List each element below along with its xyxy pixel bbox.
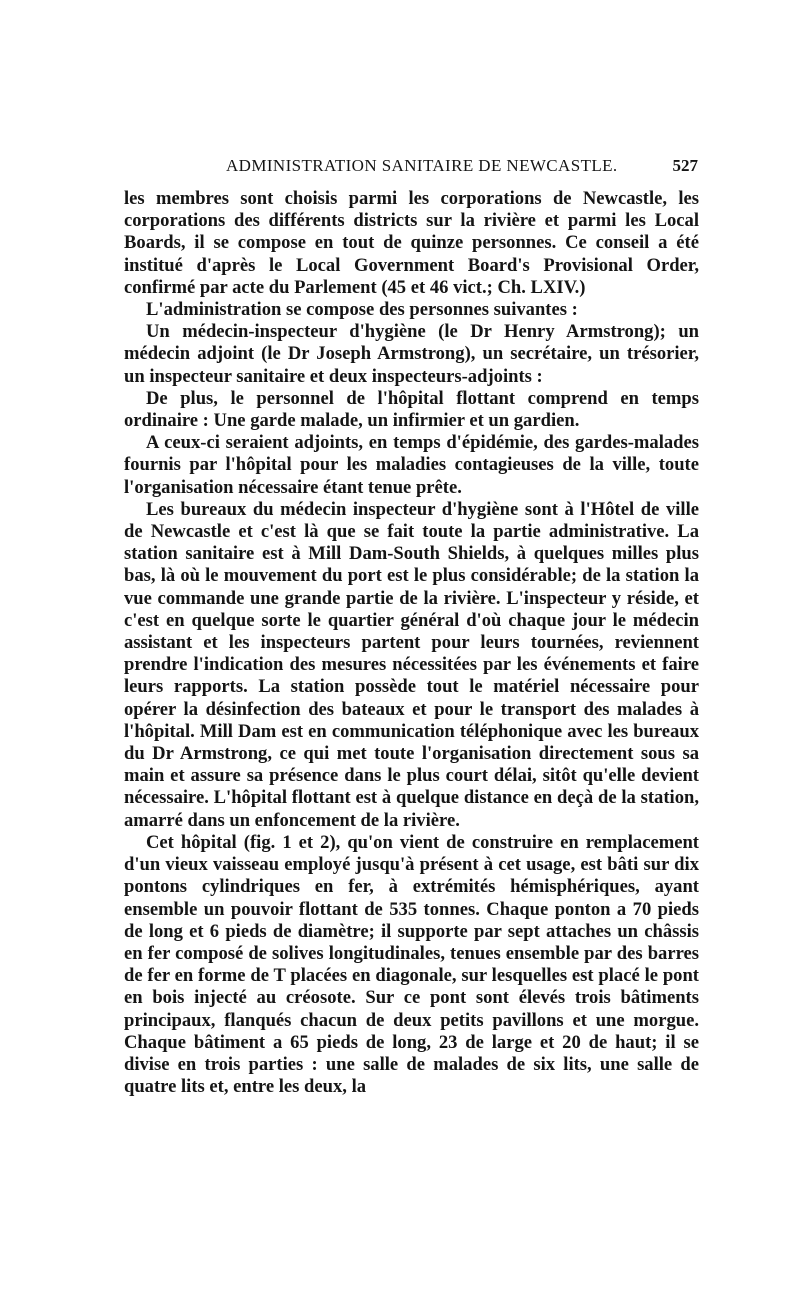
running-head: [126, 156, 698, 182]
paragraph-continuation: les membres sont choisis parmi les corporations de Newcastle, les corporations des différents districts sur la rivière et parmi les Local Boards, il se compose en tout de quinze personnes. Ce conseil a été institué d'après le Local Government Board's Provisional Order, confirmé par acte du Parlement (45 et 46 vict.; Ch. LXIV.): [124, 188, 699, 298]
page-number: 527: [672, 156, 698, 175]
paragraph-staff: Un médecin-inspecteur d'hygiène (le Dr Henry Armstrong); un médecin adjoint (le Dr Joseph Armstrong), un secrétaire, un trésorier, un inspecteur sanitaire et deux inspecteurs-adjoints :: [124, 321, 699, 387]
paragraph-administration: L'administration se compose des personnes suivantes :: [146, 299, 578, 321]
paragraph-hospital-personnel: De plus, le personnel de l'hôpital flottant comprend en temps ordinaire : Une garde malade, un infirmier et un gardien.: [124, 387, 699, 432]
paragraph-epidemic: A ceux-ci seraient adjoints, en temps d'épidémie, des gardes-malades fournis par l'hôpital pour les maladies contagieuses de la ville, toute l'organisation nécessaire étant tenue prête.: [124, 432, 699, 498]
paragraph-offices: Les bureaux du médecin inspecteur d'hygiène sont à l'Hôtel de ville de Newcastle et c'est là que se fait toute la partie administrative. La station sanitaire est à Mill Dam-South Shields, à quelques milles plus bas, là où le mouvement du port est le plus considérable; de la station la vue commande une grande partie de la rivière. L'inspecteur y réside, et c'est en quelque sorte le quartier général d'où chaque jour le médecin assistant et les inspecteurs partent pour leurs tournées, reviennent prendre l'indication des mesures nécessitées par les événements et faire leurs rapports. La station possède tout le matériel nécessaire pour opérer la désinfection des bateaux et pour le transport des malades à l'hôpital. Mill Dam est en communication téléphonique avec les bureaux du Dr Armstrong, ce qui met toute l'organisation directement sous sa main et assure sa présence dans le plus court délai, sitôt qu'elle devient nécessaire. L'hôpital flottant est à quelque distance en deçà de la station, amarré dans un enfoncement de la rivière.: [124, 498, 699, 831]
paragraph-floating-hospital: Cet hôpital (fig. 1 et 2), qu'on vient de construire en remplacement d'un vieux vaisseau employé jusqu'à présent à cet usage, est bâti sur dix pontons cylindriques en fer, à extrémités hémisphériques, ayant ensemble un pouvoir flottant de 535 tonnes. Chaque ponton a 70 pieds de long et 6 pieds de diamètre; il supporte par sept attaches un châssis en fer composé de solives longitudinales, tenues ensemble par des barres de fer en forme de T placées en diagonale, sur lesquelles est placé le pont en bois injecté au créosote. Sur ce pont sont élevés trois bâtiments principaux, flanqués chacun de deux petits pavillons et une morgue. Chaque bâtiment a 65 pieds de long, 23 de large et 20 de haut; il se divise en trois parties : une salle de malades de six lits, une salle de quatre lits et, entre les deux, la: [124, 831, 699, 1098]
body-text: [124, 188, 699, 1098]
running-title: ADMINISTRATION SANITAIRE DE NEWCASTLE.: [226, 156, 618, 175]
